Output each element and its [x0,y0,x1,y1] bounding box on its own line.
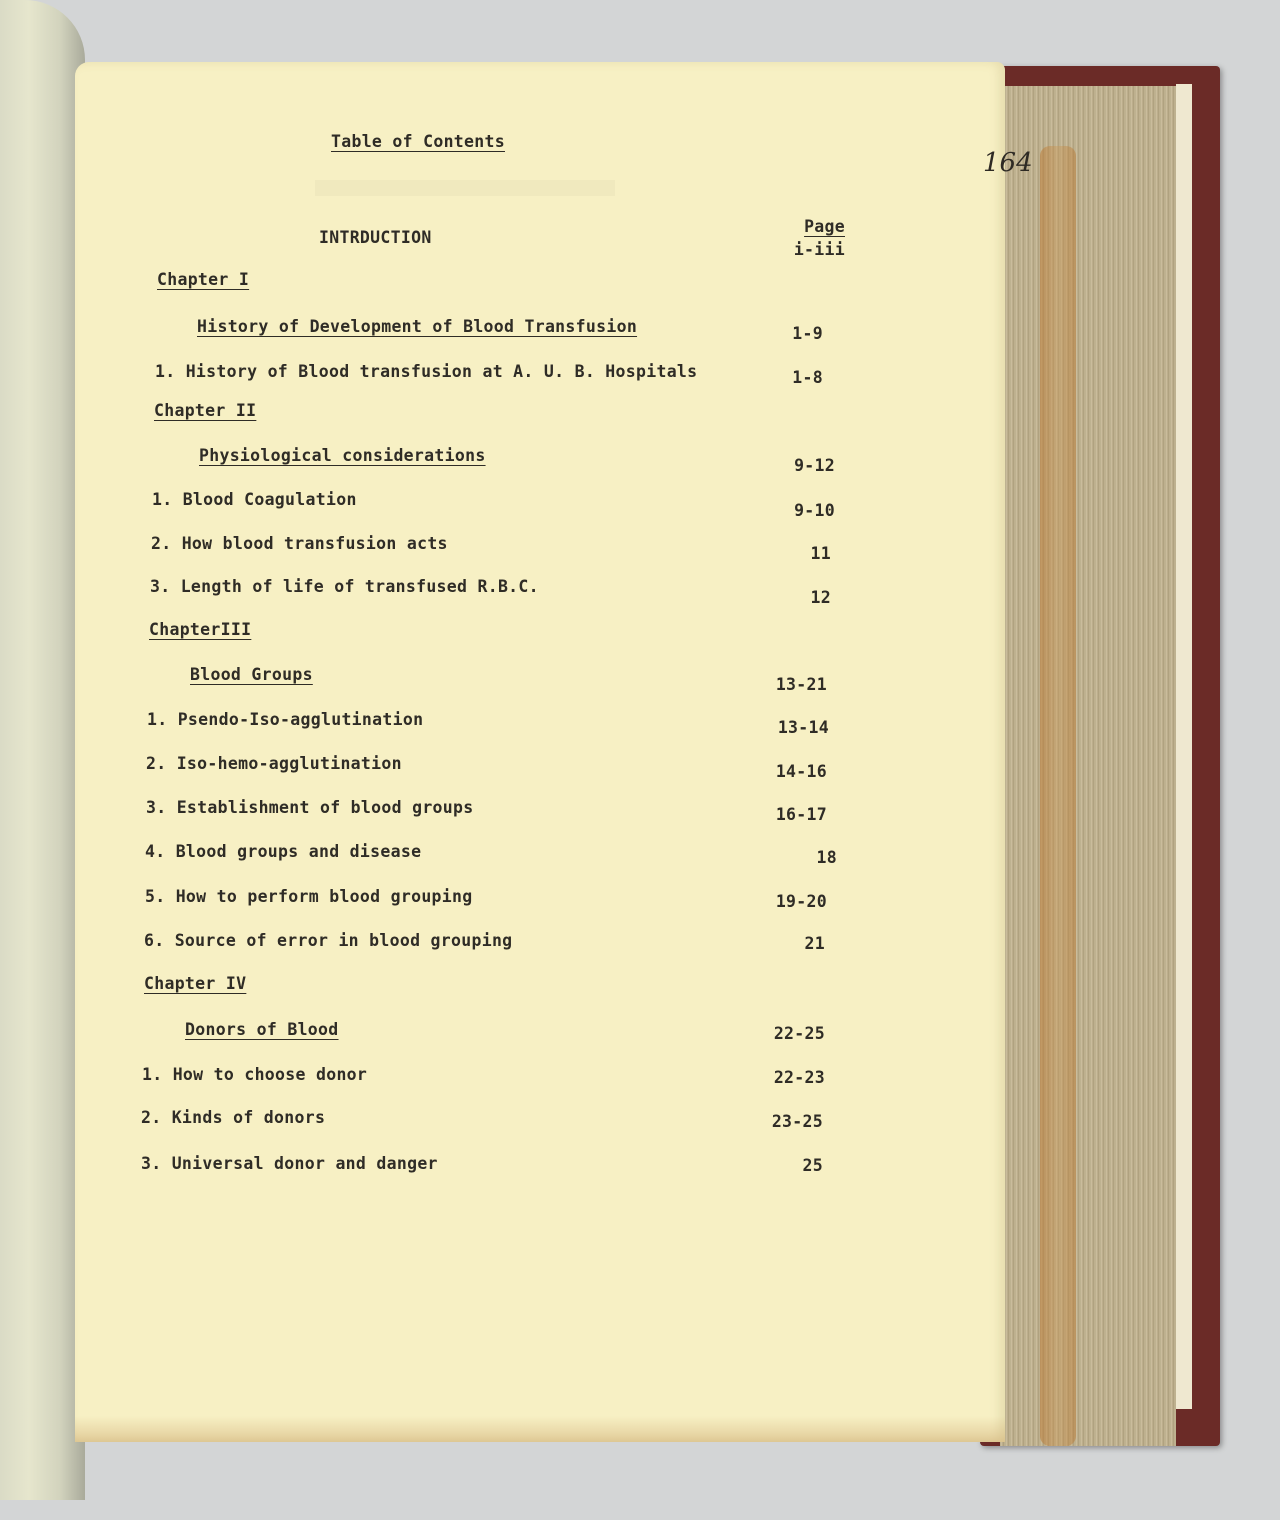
chapter-label: ChapterIII [149,620,252,639]
list-item: 2. How blood transfusion acts [151,534,448,553]
list-item: 1. History of Blood transfusion at A. U. B. Hospitals [155,362,698,381]
endpaper [1176,84,1192,1409]
chapter-label: Chapter IV [144,974,247,993]
facing-page-edge [0,0,85,1500]
list-item-pages: 9-10 [794,501,835,520]
page-column-heading: Page [804,217,845,236]
list-item: 1. How to choose donor [142,1065,368,1084]
list-item: 3. Universal donor and danger [141,1154,438,1173]
section-pages: 9-12 [794,456,835,475]
section-title: Donors of Blood [185,1020,339,1039]
foxing-stain [1040,146,1076,1446]
list-item-pages: 21 [804,934,825,953]
list-item-pages: 16-17 [775,805,827,824]
section-title: Blood Groups [190,665,313,684]
list-item: 1. Psendo-Iso-agglutination [147,710,424,729]
chapter-label: Chapter I [157,270,250,289]
list-item-pages: 12 [810,588,831,607]
list-item-pages: 14-16 [775,762,827,781]
list-item: 3. Establishment of blood groups [146,798,474,817]
chapter-label: Chapter II [154,401,257,420]
intro-pages: i-iii [793,240,845,259]
list-item-pages: 1-8 [792,368,823,387]
list-item-pages: 13-14 [777,718,829,737]
page-block-edges [1000,86,1176,1446]
section-pages: 13-21 [775,675,827,694]
intro-label: INTRDUCTION [319,228,432,247]
list-item: 4. Blood groups and disease [145,842,422,861]
section-title: Physiological considerations [199,446,486,465]
list-item: 2. Iso-hemo-agglutination [146,754,402,773]
section-title: History of Development of Blood Transfusion [197,317,638,336]
list-item: 2. Kinds of donors [141,1108,326,1127]
section-pages: 1-9 [792,324,823,343]
list-item: 3. Length of life of transfused R.B.C. [150,577,539,596]
show-through [315,180,615,196]
section-pages: 22-25 [773,1024,825,1043]
list-item-pages: 11 [810,544,831,563]
list-item-pages: 22-23 [773,1068,825,1087]
list-item-pages: 18 [816,848,837,867]
document-page [75,62,1033,1442]
page-title: Table of Contents [331,132,505,151]
list-item-pages: 25 [802,1156,823,1175]
list-item-pages: 19-20 [775,892,827,911]
folio-number: 164 [983,148,1033,178]
list-item: 1. Blood Coagulation [152,490,357,509]
list-item: 5. How to perform blood grouping [145,887,473,906]
list-item: 6. Source of error in blood grouping [144,931,513,950]
list-item-pages: 23-25 [771,1112,823,1131]
